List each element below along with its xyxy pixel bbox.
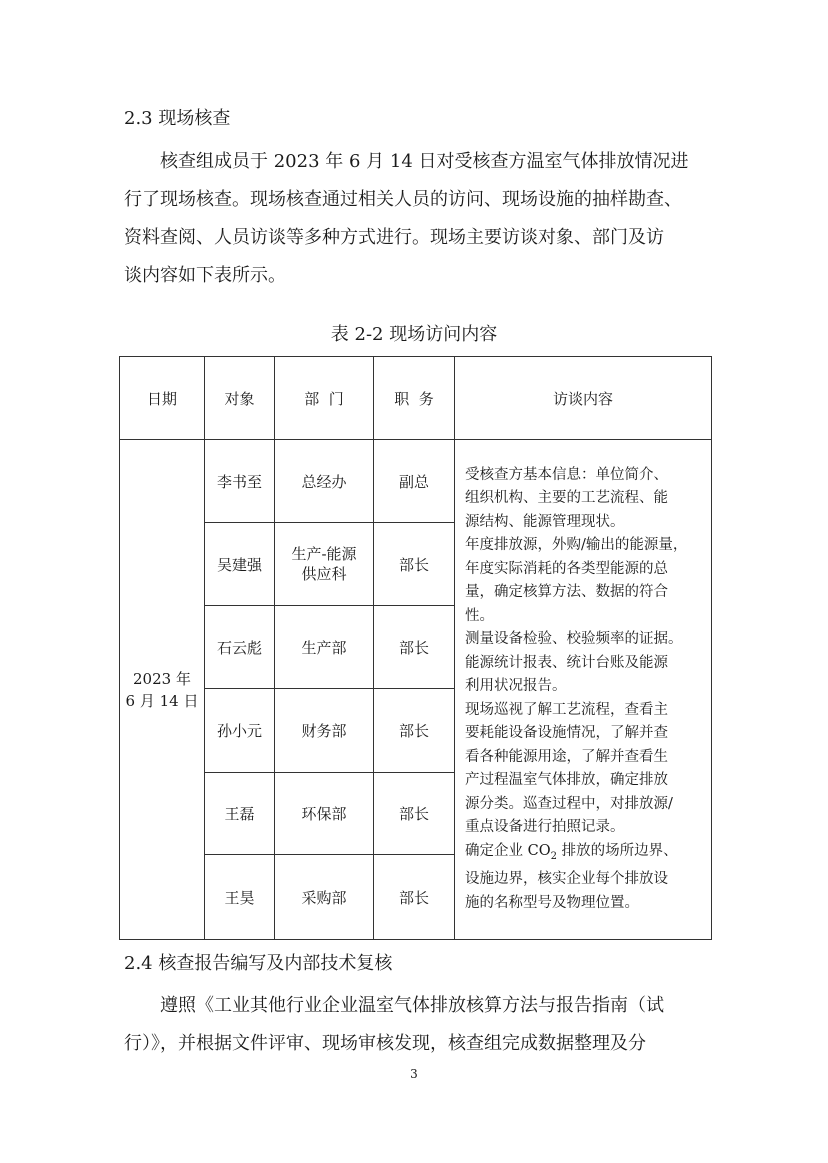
person-cell: 李书至	[205, 440, 275, 523]
header-date: 日期	[120, 357, 205, 440]
table-row	[120, 440, 712, 523]
content-line: 重点设备进行拍照记录。	[465, 819, 625, 836]
content-line: 年度排放源，外购/输出的能源量，	[465, 537, 688, 554]
outro-paragraph	[124, 987, 704, 1063]
interview-content-cell	[455, 440, 712, 940]
department-cell: 生产部	[275, 606, 374, 689]
visit-table	[119, 356, 712, 940]
department-line: 供应科	[301, 565, 347, 583]
content-line: 年度实际消耗的各类型能源的总	[465, 560, 668, 577]
page-number: 3	[410, 1067, 418, 1081]
position-cell: 部长	[374, 606, 455, 689]
department-cell: 环保部	[275, 773, 374, 855]
content-line: 利用状况报告。	[465, 678, 567, 695]
co2-before: 确定企业 CO	[465, 842, 551, 859]
department-cell: 采购部	[275, 855, 374, 940]
content-line: 现场巡视了解工艺流程，查看主	[465, 701, 668, 718]
person-cell: 石云彪	[205, 606, 275, 689]
section-heading-2-3: 2.3 现场核查	[124, 108, 231, 129]
person-cell: 王昊	[205, 855, 275, 940]
content-line-co2	[465, 840, 705, 868]
person-cell: 吴建强	[205, 523, 275, 606]
department-cell	[275, 523, 374, 606]
intro-line: 行了现场核查。现场核查通过相关人员的访问、现场设施的抽样勘查、	[124, 189, 682, 210]
department-line: 生产-能源	[291, 545, 357, 563]
co2-subscript: 2	[550, 850, 557, 862]
content-line: 量，确定核算方法、数据的符合	[465, 584, 668, 601]
content-line: 受核查方基本信息：单位简介、	[465, 466, 668, 483]
content-line: 设施边界，核实企业每个排放设	[465, 871, 668, 888]
content-line: 性。	[465, 607, 494, 624]
section-heading-2-4: 2.4 核查报告编写及内部技术复核	[124, 953, 393, 974]
header-content: 访谈内容	[455, 357, 712, 440]
date-cell	[120, 440, 205, 940]
header-person: 对象	[205, 357, 275, 440]
person-cell: 王磊	[205, 773, 275, 855]
outro-line: 行）》，并根据文件评审、现场审核发现，核查组完成数据整理及分	[124, 1033, 646, 1054]
content-line: 看各种能源用途，了解并查看生	[465, 748, 668, 765]
co2-after: 排放的场所边界、	[556, 842, 678, 859]
position-cell: 部长	[374, 689, 455, 773]
content-line: 施的名称型号及物理位置。	[465, 894, 639, 911]
content-line: 产过程温室气体排放，确定排放	[465, 772, 668, 789]
outro-line: 遵照《工业其他行业企业温室气体排放核算方法与报告指南（试	[160, 995, 664, 1016]
intro-line: 谈内容如下表所示。	[124, 265, 286, 286]
person-cell: 孙小元	[205, 689, 275, 773]
department-cell: 总经办	[275, 440, 374, 523]
header-position: 职 务	[374, 357, 455, 440]
table-header-row	[120, 357, 712, 440]
content-line: 能源统计报表、统计台账及能源	[465, 654, 668, 671]
content-line: 组织机构、主要的工艺流程、能	[465, 490, 668, 507]
department-cell: 财务部	[275, 689, 374, 773]
content-line: 测量设备检验、校验频率的证据。	[465, 631, 683, 648]
header-department: 部 门	[275, 357, 374, 440]
position-cell: 副总	[374, 440, 455, 523]
content-line: 要耗能设备设施情况，了解并查	[465, 725, 668, 742]
intro-line: 核查组成员于 2023 年 6 月 14 日对受核查方温室气体排放情况进	[160, 151, 689, 172]
date-line: 2023 年	[133, 669, 191, 688]
table-caption: 表 2-2 现场访问内容	[330, 324, 498, 345]
content-line: 源结构、能源管理现状。	[465, 513, 625, 530]
intro-paragraph	[124, 143, 704, 295]
position-cell: 部长	[374, 773, 455, 855]
position-cell: 部长	[374, 523, 455, 606]
intro-line: 资料查阅、人员访谈等多种方式进行。现场主要访谈对象、部门及访	[124, 227, 664, 248]
position-cell: 部长	[374, 855, 455, 940]
content-line: 源分类。巡查过程中，对排放源/	[465, 795, 673, 812]
date-line: 6 月 14 日	[125, 691, 199, 710]
